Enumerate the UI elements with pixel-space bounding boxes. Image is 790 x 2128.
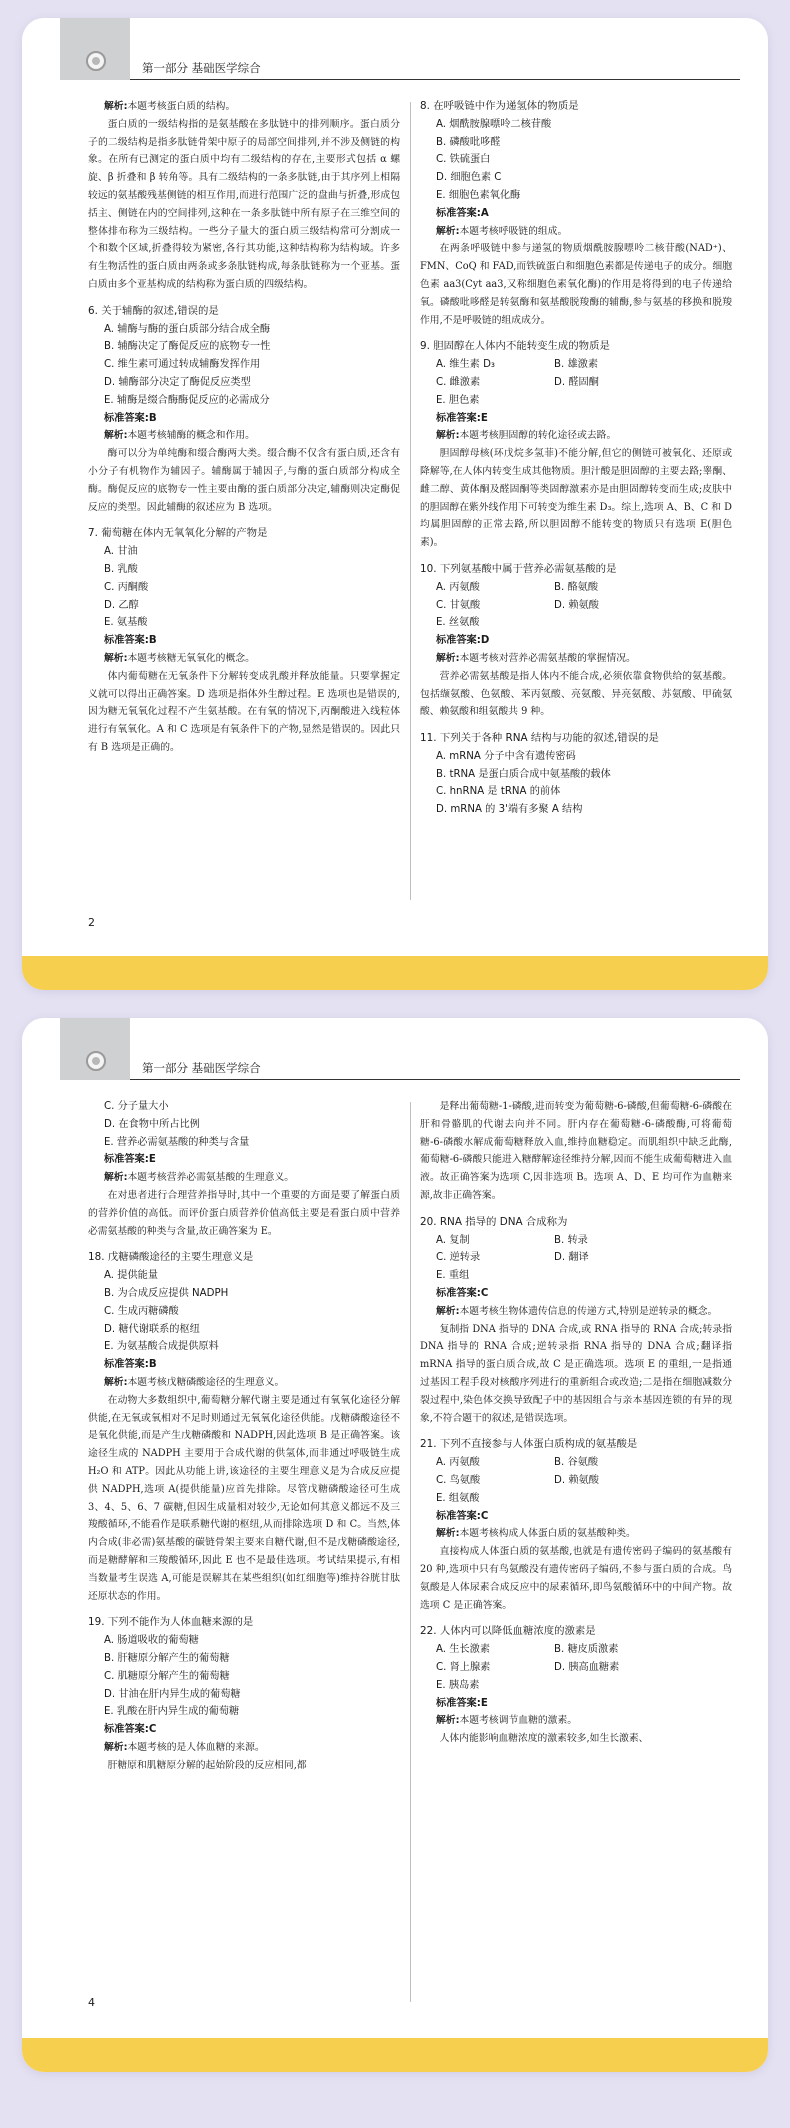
explanation-paragraph: 蛋白质的一级结构指的是氨基酸在多肽链中的排列顺序。蛋白质分子的二级结构是指多肽链骨架中原子的局部空间排列,并不涉及侧链的构象。在所有已测定的蛋白质中均有二级结构的存在,主要形式包括 α 螺旋、β 折叠和 β 转角等。具有二级结构的一条多肽链,由于其序列上相隔较远的氨基酸残基侧链的相互作用,而进行范围广泛的盘曲与折叠,形成包括主、侧链在内的空间排列,这种在一条多肽链中所有原子在三维空间的整体排布称为三级结构。一些分子量大的蛋白质三级结构常可分割成一个和数个区域,折叠得较为紧密,各行其功能,这种结构称为结构域。许多有生物活性的蛋白质由两条或多条肽链构成,每条肽链称为一个亚基。蛋白质由多个亚基构成的结构称为蛋白质的四级结构。 — [88, 118, 400, 290]
analysis-label: 解析: — [436, 225, 460, 237]
answer-option: B. 转录 — [554, 1234, 588, 1246]
question-stem: 9. 胆固醇在人体内不能转变生成的物质是 — [420, 340, 610, 353]
left-column — [88, 98, 400, 757]
explanation-paragraph: 直接构成人体蛋白质的氨基酸,也就是有遗传密码子编码的氨基酸有 20 种,选项中只有鸟氨酸没有遗传密码子编码,不参与蛋白质的合成。鸟氨酸是人体尿素合成反应中的尿素循环,即鸟氨酸循环中的中间产物。故选项 C 是正确答案。 — [420, 1546, 732, 1611]
question-stem: 11. 下列关于各种 RNA 结构与功能的叙述,错误的是 — [420, 732, 659, 745]
answer-option: D. 糖代谢联系的枢纽 — [104, 1323, 200, 1335]
option-row — [420, 579, 732, 597]
logo-icon — [86, 1051, 106, 1071]
explanation-paragraph: 在两条呼吸链中参与递氢的物质烟酰胺腺嘌呤二核苷酸(NAD⁺)、FMN、CoQ 和 FAD,而铁硫蛋白和细胞色素都是传递电子的成分。细胞色素 aa3(Cyt aa3,又称细胞色素氧化酶)的作用是将得到的电子传递给氧。磷酸吡哆醛是转氨酶和氨基酸脱羧酶的辅酶,参与氨基的移换和脱羧作用,不是呼吸链的组成成分。 — [420, 243, 732, 326]
answer-option: A. 生长激素 — [436, 1644, 491, 1656]
answer-option: C. 铁硫蛋白 — [436, 154, 491, 166]
analysis-label: 解析: — [104, 1741, 128, 1753]
answer-option: C. 逆转录 — [436, 1252, 481, 1264]
answer-option: C. 生成丙糖磷酸 — [104, 1305, 179, 1317]
question-stem: 18. 戊糖磷酸途径的主要生理意义是 — [88, 1251, 254, 1264]
answer-option: B. 雄激素 — [554, 359, 599, 371]
explanation-paragraph: 复制指 DNA 指导的 DNA 合成,或 RNA 指导的 RNA 合成;转录指 DNA 指导的 RNA 合成;逆转录指 RNA 指导的 DNA 合成;翻译指 mRNA 指导的蛋白质合成,故 C 是正确选项。选项 E 的重组,一是指通过基因工程手段对核酸序列进行的重新组合或改造;二是指在细胞减数分裂过程中,染色体交换导致配子中的基因组合与亲本基因连锁的有异的现象,不符合题干的叙述,是错误选项。 — [420, 1323, 732, 1424]
answer-option: A. 丙氨酸 — [436, 581, 480, 593]
answer-option: A. 提供能量 — [104, 1270, 159, 1282]
standard-answer: 标准答案:E — [436, 412, 488, 424]
standard-answer: 标准答案:C — [436, 1287, 489, 1299]
option-row — [420, 1232, 732, 1250]
standard-answer: 标准答案:B — [104, 635, 157, 647]
analysis-label: 解析: — [104, 1376, 128, 1388]
analysis-text: 本题考核构成人体蛋白质的氨基酸种类。 — [459, 1528, 636, 1540]
answer-option: A. 烟酰胺腺嘌呤二核苷酸 — [436, 118, 552, 130]
analysis-text: 本题考核生物体遗传信息的传递方式,特别是逆转录的概念。 — [459, 1305, 718, 1317]
answer-option: D. 胰高血糖素 — [554, 1661, 620, 1673]
option-row — [420, 1641, 732, 1659]
option-row — [420, 1659, 732, 1677]
analysis-label: 解析: — [104, 652, 128, 664]
answer-option: C. 丙酮酸 — [104, 581, 149, 593]
analysis-text: 本题考核胆固醇的转化途径或去路。 — [459, 430, 617, 442]
question-stem: 10. 下列氨基酸中属于营养必需氨基酸的是 — [420, 562, 617, 575]
answer-option: C. 维生素可通过转成辅酶发挥作用 — [104, 359, 261, 371]
page-header — [60, 18, 740, 80]
right-column — [420, 98, 732, 819]
answer-option: E. 组氨酸 — [436, 1492, 480, 1504]
analysis-text: 本题考核调节血糖的激素。 — [459, 1715, 578, 1727]
answer-option: C. 肌糖原分解产生的葡萄糖 — [104, 1670, 230, 1682]
analysis-line — [420, 1712, 732, 1730]
header-rule — [130, 1079, 740, 1080]
analysis-text: 本题考核对营养必需氨基酸的掌握情况。 — [459, 652, 636, 664]
analysis-text: 本题考核辅酶的概念和作用。 — [127, 430, 255, 442]
standard-answer: 标准答案:B — [104, 1359, 157, 1371]
answer-option: E. 为氨基酸合成提供原料 — [104, 1341, 219, 1353]
column-divider — [410, 102, 411, 900]
answer-option: D. 甘油在肝内异生成的葡萄糖 — [104, 1688, 241, 1700]
analysis-line — [88, 98, 400, 116]
spacer — [420, 329, 732, 338]
standard-answer: 标准答案:E — [436, 1697, 488, 1709]
answer-option: E. 重组 — [436, 1270, 470, 1282]
question-stem: 22. 人体内可以降低血糖浓度的激素是 — [420, 1625, 596, 1638]
spacer — [88, 516, 400, 525]
analysis-line — [420, 1525, 732, 1543]
header-rule — [130, 79, 740, 80]
analysis-label: 解析: — [436, 652, 460, 664]
header-tab — [60, 18, 130, 80]
spacer — [88, 1240, 400, 1249]
analysis-label: 解析: — [104, 1172, 128, 1184]
analysis-line — [420, 1303, 732, 1321]
standard-answer: 标准答案:C — [436, 1510, 489, 1522]
answer-option: A. 复制 — [436, 1234, 470, 1246]
explanation-paragraph: 营养必需氨基酸是指人体内不能合成,必须依靠食物供给的氨基酸。包括缬氨酸、色氨酸、苯丙氨酸、亮氨酸、异亮氨酸、苏氨酸、甲硫氨酸、赖氨酸和组氨酸共 9 种。 — [420, 670, 732, 718]
answer-option: A. 甘油 — [104, 546, 138, 558]
analysis-text: 本题考核的是人体血糖的来源。 — [127, 1741, 265, 1753]
analysis-text: 本题考核呼吸链的组成。 — [459, 225, 568, 237]
answer-option: D. 翻译 — [554, 1252, 589, 1264]
answer-option: D. mRNA 的 3'端有多聚 A 结构 — [436, 804, 583, 816]
answer-option: E. 胰岛素 — [436, 1679, 480, 1691]
answer-option: A. 辅酶与酶的蛋白质部分结合成全酶 — [104, 323, 271, 335]
standard-answer: 标准答案:A — [436, 207, 489, 219]
answer-option: B. 为合成反应提供 NADPH — [104, 1287, 229, 1299]
explanation-paragraph: 人体内能影响血糖浓度的激素较多,如生长激素、 — [439, 1733, 649, 1745]
explanation-paragraph: 在动物大多数组织中,葡萄糖分解代谢主要是通过有氧氧化途径分解供能,在无氧或氧相对不足时则通过无氧氧化途径供能。戊糖磷酸途径不是氧化供能,而是产生戊糖磷酸和 NADPH,因此选项 B 是正确答案。该途径生成的 NADPH 主要用于合成代谢的供氢体,而非通过呼吸链生成 H₂O 和 ATP。因此从功能上讲,该途径的主要生理意义是为合成反应提供 NADPH,选项 A(提供能量)应首先排除。尽管戊糖磷酸途径可生成 3、4、5、6、7 碳糖,但因生成量相对较少,无论如何其意义都远不及三羧酸循环,不能看作是联系糖代谢的枢纽,从而排除选项 D 和 C。当然,体内合成(非必需)氨基酸的碳链骨架主要来自糖代谢,但不是戊糖磷酸途径,而是糖酵解和三羧酸循环,因此 E 也不是最佳选项。考试结果提示,有相当数量考生误选 A,可能是误解其在某些组织(如红细胞等)维持谷胱甘肽还原状态的作用。 — [88, 1394, 400, 1602]
answer-option: D. 辅酶部分决定了酶促反应类型 — [104, 376, 251, 388]
question-stem: 7. 葡萄糖在体内无氧氧化分解的产物是 — [88, 527, 268, 540]
analysis-line — [88, 650, 400, 668]
answer-option: B. 谷氨酸 — [554, 1457, 599, 1469]
standard-answer: 标准答案:D — [436, 635, 490, 647]
option-row — [420, 356, 732, 374]
answer-option: C. 肾上腺素 — [436, 1661, 491, 1673]
standard-answer: 标准答案:B — [104, 412, 157, 424]
answer-option: E. 氨基酸 — [104, 617, 148, 629]
standard-answer: 标准答案:C — [104, 1724, 157, 1736]
analysis-line — [420, 223, 732, 241]
answer-option: D. 赖氨酸 — [554, 1474, 599, 1486]
spacer — [88, 1605, 400, 1614]
analysis-line — [420, 427, 732, 445]
answer-option: C. 分子量大小 — [104, 1101, 169, 1112]
page-number: 2 — [88, 916, 95, 929]
left-column — [88, 1098, 400, 1774]
section-title: 第一部分 基础医学综合 — [142, 1061, 261, 1075]
answer-option: B. 糖皮质激素 — [554, 1644, 619, 1656]
spacer — [420, 1614, 732, 1623]
analysis-text: 本题考核蛋白质的结构。 — [127, 101, 236, 112]
answer-option: B. 辅酶决定了酶促反应的底物专一性 — [104, 341, 271, 353]
question-stem: 19. 下列不能作为人体血糖来源的是 — [88, 1616, 254, 1629]
analysis-line — [88, 427, 400, 445]
explanation-paragraph: 在对患者进行合理营养指导时,其中一个重要的方面是要了解蛋白质的营养价值的高低。而评价蛋白质营养价值高低主要是看蛋白质中营养必需氨基酸的种类与含量,故正确答案为 E。 — [88, 1189, 400, 1237]
option-row — [420, 1472, 732, 1490]
spacer — [88, 294, 400, 303]
answer-option: A. 丙氨酸 — [436, 1457, 480, 1469]
answer-option: C. hnRNA 是 tRNA 的前体 — [436, 786, 561, 798]
logo-icon — [86, 51, 106, 71]
analysis-label: 解析: — [436, 1715, 460, 1727]
explanation-paragraph: 胆固醇母核(环戊烷多氢菲)不能分解,但它的侧链可被氧化、还原或降解等,在人体内转变生成其他物质。胆汁酸是胆固醇的主要去路;睾酮、雌二醇、黄体酮及醛固酮等类固醇激素亦是由胆固醇转变而生成;皮肤中的胆固醇在紫外线作用下可转变为维生素 D₃。综上,选项 A、B、C 和 D 均属胆固醇的正常去路,所以胆固醇不能转变的物质只有选项 E(胆色素)。 — [420, 448, 732, 549]
spacer — [420, 1427, 732, 1436]
option-row — [420, 597, 732, 615]
explanation-paragraph: 是释出葡萄糖-1-磷酸,进而转变为葡萄糖-6-磷酸,但葡萄糖-6-磷酸在肝和骨骼肌的代谢去向并不同。肝内存在葡萄糖-6-磷酸酶,可将葡萄糖-6-磷酸水解成葡萄糖释放入血,维持血糖稳定。而肌组织中缺乏此酶,葡萄糖-6-磷酸只能进入糖酵解途径维持分解,因而不能生成葡萄糖进入血液。故正确答案为选项 C,因非选项 B。选项 A、D、E 均可作为血糖来源,故非正确答案。 — [420, 1101, 732, 1201]
question-stem: 8. 在呼吸链中作为递氢体的物质是 — [420, 100, 579, 112]
analysis-line — [420, 650, 732, 668]
column-divider — [410, 1102, 411, 2002]
analysis-line — [88, 1169, 400, 1187]
answer-option: B. 酪氨酸 — [554, 581, 599, 593]
answer-option: E. 乳酸在肝内异生成的葡萄糖 — [104, 1706, 240, 1718]
answer-option: E. 细胞色素氧化酶 — [436, 189, 521, 201]
spacer — [420, 1205, 732, 1214]
question-stem: 21. 下列不直接参与人体蛋白质构成的氨基酸是 — [420, 1438, 638, 1451]
right-column — [420, 1098, 732, 1748]
analysis-line — [88, 1739, 400, 1757]
answer-option: D. 在食物中所占比例 — [104, 1118, 200, 1130]
answer-option: B. 磷酸吡哆醛 — [436, 136, 501, 148]
explanation-paragraph: 体内葡萄糖在无氧条件下分解转变成乳酸并释放能量。只要掌握定义就可以得出正确答案。D 选项是指体外生醇过程。E 选项也是错误的,因为糖无氧氧化过程不产生氨基酸。在有氧的情况下,丙酮酸进入线粒体进行有氧氧化。A 和 C 选项是有氧条件下的产物,显然是错误的。因此只有 B 选项是正确的。 — [88, 670, 400, 753]
answer-option: B. tRNA 是蛋白质合成中氨基酸的载体 — [436, 768, 611, 780]
question-stem: 20. RNA 指导的 DNA 合成称为 — [420, 1215, 568, 1228]
answer-option: D. 细胞色素 C — [436, 172, 502, 184]
answer-option: B. 肝糖原分解产生的葡萄糖 — [104, 1652, 230, 1664]
footer-band — [22, 956, 768, 990]
question-stem: 6. 关于辅酶的叙述,错误的是 — [88, 304, 219, 317]
analysis-label: 解析: — [436, 430, 460, 442]
answer-option: C. 鸟氨酸 — [436, 1474, 481, 1486]
analysis-label: 解析: — [104, 430, 128, 442]
analysis-line — [88, 1374, 400, 1392]
analysis-text: 本题考核营养必需氨基酸的生理意义。 — [127, 1172, 295, 1184]
answer-option: A. 维生素 D₃ — [436, 359, 495, 371]
explanation-paragraph: 肝糖原和肌糖原分解的起始阶段的反应相同,都 — [107, 1759, 307, 1771]
header-tab — [60, 1018, 130, 1080]
answer-option: E. 辅酶是缀合酶酶促反应的必需成分 — [104, 394, 270, 406]
spacer — [420, 721, 732, 730]
spacer — [420, 552, 732, 561]
analysis-text: 本题考核戊糖磷酸途径的生理意义。 — [127, 1376, 285, 1388]
analysis-label: 解析: — [436, 1305, 460, 1317]
answer-option: E. 丝氨酸 — [436, 617, 480, 629]
answer-option: C. 甘氨酸 — [436, 599, 481, 611]
page-card-2 — [22, 1018, 768, 2072]
page-number: 4 — [88, 1996, 95, 2009]
page-card-1 — [22, 18, 768, 990]
answer-option: D. 赖氨酸 — [554, 599, 599, 611]
answer-option: E. 胆色素 — [436, 394, 480, 406]
answer-option: D. 乙醇 — [104, 599, 139, 611]
answer-option: B. 乳酸 — [104, 563, 138, 575]
option-row — [420, 374, 732, 392]
analysis-text: 本题考核糖无氧氧化的概念。 — [127, 652, 255, 664]
option-row — [420, 1249, 732, 1267]
page-header — [60, 1018, 740, 1080]
footer-band — [22, 2038, 768, 2072]
explanation-paragraph: 酶可以分为单纯酶和缀合酶两大类。缀合酶不仅含有蛋白质,还含有小分子有机物作为辅因子。辅酶属于辅因子,与酶的蛋白质部分构成全酶。酶促反应的底物专一性主要由酶的蛋白质部分决定,辅酶则决定酶促反应的类型。因此辅酶的叙述应为 B 选项。 — [88, 448, 400, 513]
standard-answer: 标准答案:E — [104, 1154, 156, 1166]
answer-option: D. 醛固酮 — [554, 376, 599, 388]
answer-option: E. 营养必需氨基酸的种类与含量 — [104, 1136, 250, 1148]
answer-option: A. 肠道吸收的葡萄糖 — [104, 1635, 199, 1647]
option-row — [420, 1454, 732, 1472]
section-title: 第一部分 基础医学综合 — [142, 61, 261, 75]
analysis-label: 解析: — [104, 101, 128, 112]
analysis-label: 解析: — [436, 1528, 460, 1540]
answer-option: A. mRNA 分子中含有遗传密码 — [436, 750, 576, 762]
answer-option: C. 雌激素 — [436, 376, 481, 388]
